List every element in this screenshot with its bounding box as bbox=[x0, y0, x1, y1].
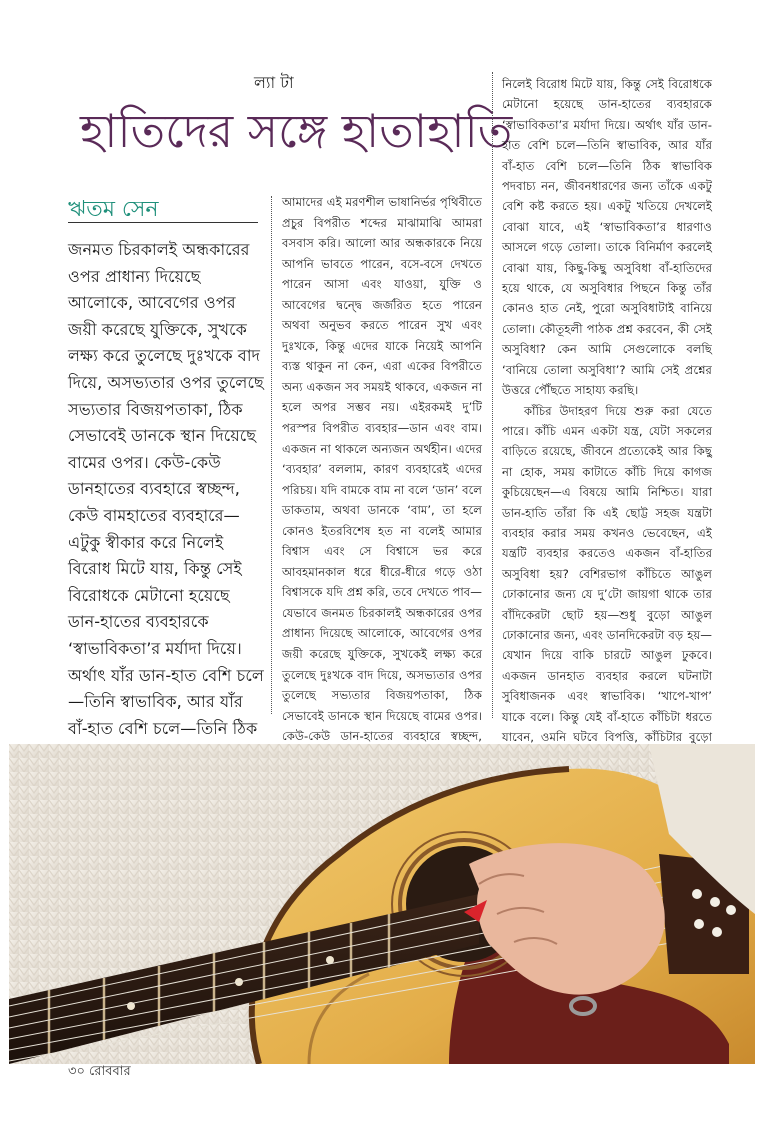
intro-paragraph: জনমত চিরকালই অন্ধকারের ওপর প্রাধান্য দিয়েছে আলোকে, আবেগের ওপর জয়ী করেছে যুক্তিকে, সুখকে লক্ষ্য করে তুলেছে দুঃখকে বাদ দিয়ে, অসভ্যতার ওপর তুলেছে সভ্যতার বিজয়পতাকা, ঠিক সেভাবেই ডানকে স্থান দিয়েছে বামের ওপর। কেউ-কেউ ডানহাতের ব্যবহারে স্বচ্ছন্দ, কেউ বামহাতের ব্যবহারে—এটুকু স্বীকার করে নিলেই বিরোধ মিটে যায়, কিন্তু সেই বিরোধকে মেটানো হয়েছে ডান-হাতের ব্যবহারকে ‘স্বাভাবিকতা’র মর্যাদা দিয়ে। অর্থাৎ যাঁর ডান-হাত বেশি চলে—তিনি স্বাভাবিক, আর যাঁর বাঁ-হাত বেশি চলে—তিনি ঠিক bbox=[68, 240, 264, 738]
article-paragraph: আমাদের এই মরণশীল ভাষানির্ভর পৃথিবীতে প্রচুর বিপরীত শব্দের মাঝামাঝি আমরা বসবাস করি। আলো আর অন্ধকারকে নিয়ে আপনি ভাবতে পারেন, বসে-বসে দেখতে পারেন আসা এবং যাওয়া, যুক্তি ও আবেগের দ্বন্দ্বে জর্জরিত হতে পারেন অথবা অনুভব করতে পারেন সুখ এবং দুঃখকে, কিন্তু এদের যাকে নিয়েই আপনি ব্যস্ত থাকুন না কেন, এরা একের বিপরীতে অন্য একজন সব সময়ই থাকবে, একজন না হলে অপর সম্ভব নয়। এইরকমই দু’টি পরস্পর বিপরীত ব্যবহার—ডান এবং বাম। একজন না থাকলে অন্যজন অর্থহীন। এদের ‘ব্যবহার’ বললাম, কারণ ব্যবহারেই এদের পরিচয়। যদি বামকে বাম না বলে ‘ডান’ বলে ডাকতাম, অথবা ডানকে ‘বাম’, তা হলে কোনও ইতরবিশেষ হত না বলেই আমার বিশ্বাস এবং সে বিশ্বাসে ভর করে আবহমানকাল ধরে ধীরে-ধীরে গড়ে ওঠা বিশ্বাসকে যদি প্রশ্ন করি, তবে দেখতে পাব—যেভাবে জনমত চিরকালই অন্ধকারের ওপর প্রাধান্য দিয়েছে আলোকে, আবেগের ওপর জয়ী করেছে যুক্তিকে, সুখকেই লক্ষ্য করে তুলেছে দুঃখকে বাদ দিয়ে, অসভ্যতার ওপর তুলেছে সভ্যতার বিজয়পতাকা, ঠিক সেভাবেই ডানকে স্থান দিয়েছে বামের ওপর। কেউ-কেউ ডান-হাতের ব্যবহারে স্বচ্ছন্দ, bbox=[282, 195, 482, 744]
guitar-photo bbox=[9, 744, 755, 1064]
article-paragraph: কাঁচির উদাহরণ দিয়ে শুরু করা যেতে পারে। কাঁচি এমন একটা যন্ত্র, যেটা সকলের বাড়িতে রয়েছে, জীবনে প্রত্যেকেই আর কিছু না হোক, সময় কাটাতে কাঁচি দিয়ে কাগজ কুচিয়েছেন—এ বিষয়ে আমি নিশ্চিত। যারা ডান-হাতি তাঁরা কি এই ছোট্ট সহজ যন্ত্রটা ব্যবহার করার সময় কখনও ভেবেছেন, এই যন্ত্রটি ব্যবহার করতেও একজন বাঁ-হাতির অসুবিধা হয়? বেশিরভাগ কাঁচিতে আঙুল ঢোকানোর জন্য যে দু’টো জায়গা থাকে তার বাঁদিকেরটা ছোট হয়—শুধু বুড়ো আঙুল ঢোকানোর জন্য, এবং ডানদিকেরটা বড় হয়—যেখান দিয়ে বাকি চারটে আঙুল ঢুকবে। একজন ডানহাত ব্যবহার করলে ঘটনাটা সুবিধাজনক এবং স্বাভাবিক। ‘খাপে-খাপ’ যাকে বলে। কিন্তু যেই বাঁ-হাতে কাঁচিটা ধরতে যাবেন, ওমনি ঘটবে বিপত্তি, কাঁচিটার বুড়ো bbox=[502, 403, 712, 744]
guitar-illustration bbox=[9, 744, 755, 1064]
author-byline: ঋতম সেন bbox=[68, 197, 159, 222]
column-divider bbox=[492, 72, 493, 718]
article-paragraph: নিলেই বিরোধ মিটে যায়, কিন্তু সেই বিরোধকে মেটানো হয়েছে ডান-হাতের ব্যবহারকে ‘স্বাভাবিকতা’র মর্যাদা দিয়ে। অর্থাৎ যাঁর ডান-হাত বেশি চলে—তিনি স্বাভাবিক, আর যাঁর বাঁ-হাত বেশি চলে—তিনি ঠিক স্বাভাবিক পদবাচ্য নন, জীবনধারণের জন্য তাঁকে একটু বেশি কষ্ট করতে হয়। একটু খতিয়ে দেখলেই বোঝা যাবে, এই ‘স্বাভাবিকতা’র ধারণাও আসলে গড়ে তোলা। তাকে বিনির্মাণ করলেই বোঝা যায়, কিছু-কিছু অসুবিধা বাঁ-হাতিদের হয়ে থাকে, যে অসুবিধার পিছনে কিন্তু তাঁর কোনও হাত নেই, পুরো অসুবিধাটাই বানিয়ে তোলা। কৌতূহলী পাঠক প্রশ্ন করবেন, কী সেই অসুবিধা? কেন আমি সেগুলোকে বলছি ‘বানিয়ে তোলা অসুবিধা’? আমি সেই প্রশ্নের উত্তরে পৌঁছতে সাহায্য করছি। bbox=[502, 77, 712, 398]
intro-text bbox=[68, 237, 264, 822]
article-column-right bbox=[502, 74, 712, 768]
column-divider bbox=[271, 196, 272, 714]
page-folio: ৩০ রোববার bbox=[68, 1064, 131, 1079]
author-rule bbox=[68, 222, 258, 223]
headline: হাতিদের সঙ্গে হাতাহাতি bbox=[80, 104, 513, 158]
section-label: ল্যা টা bbox=[254, 73, 294, 92]
article-column-middle bbox=[282, 192, 482, 788]
